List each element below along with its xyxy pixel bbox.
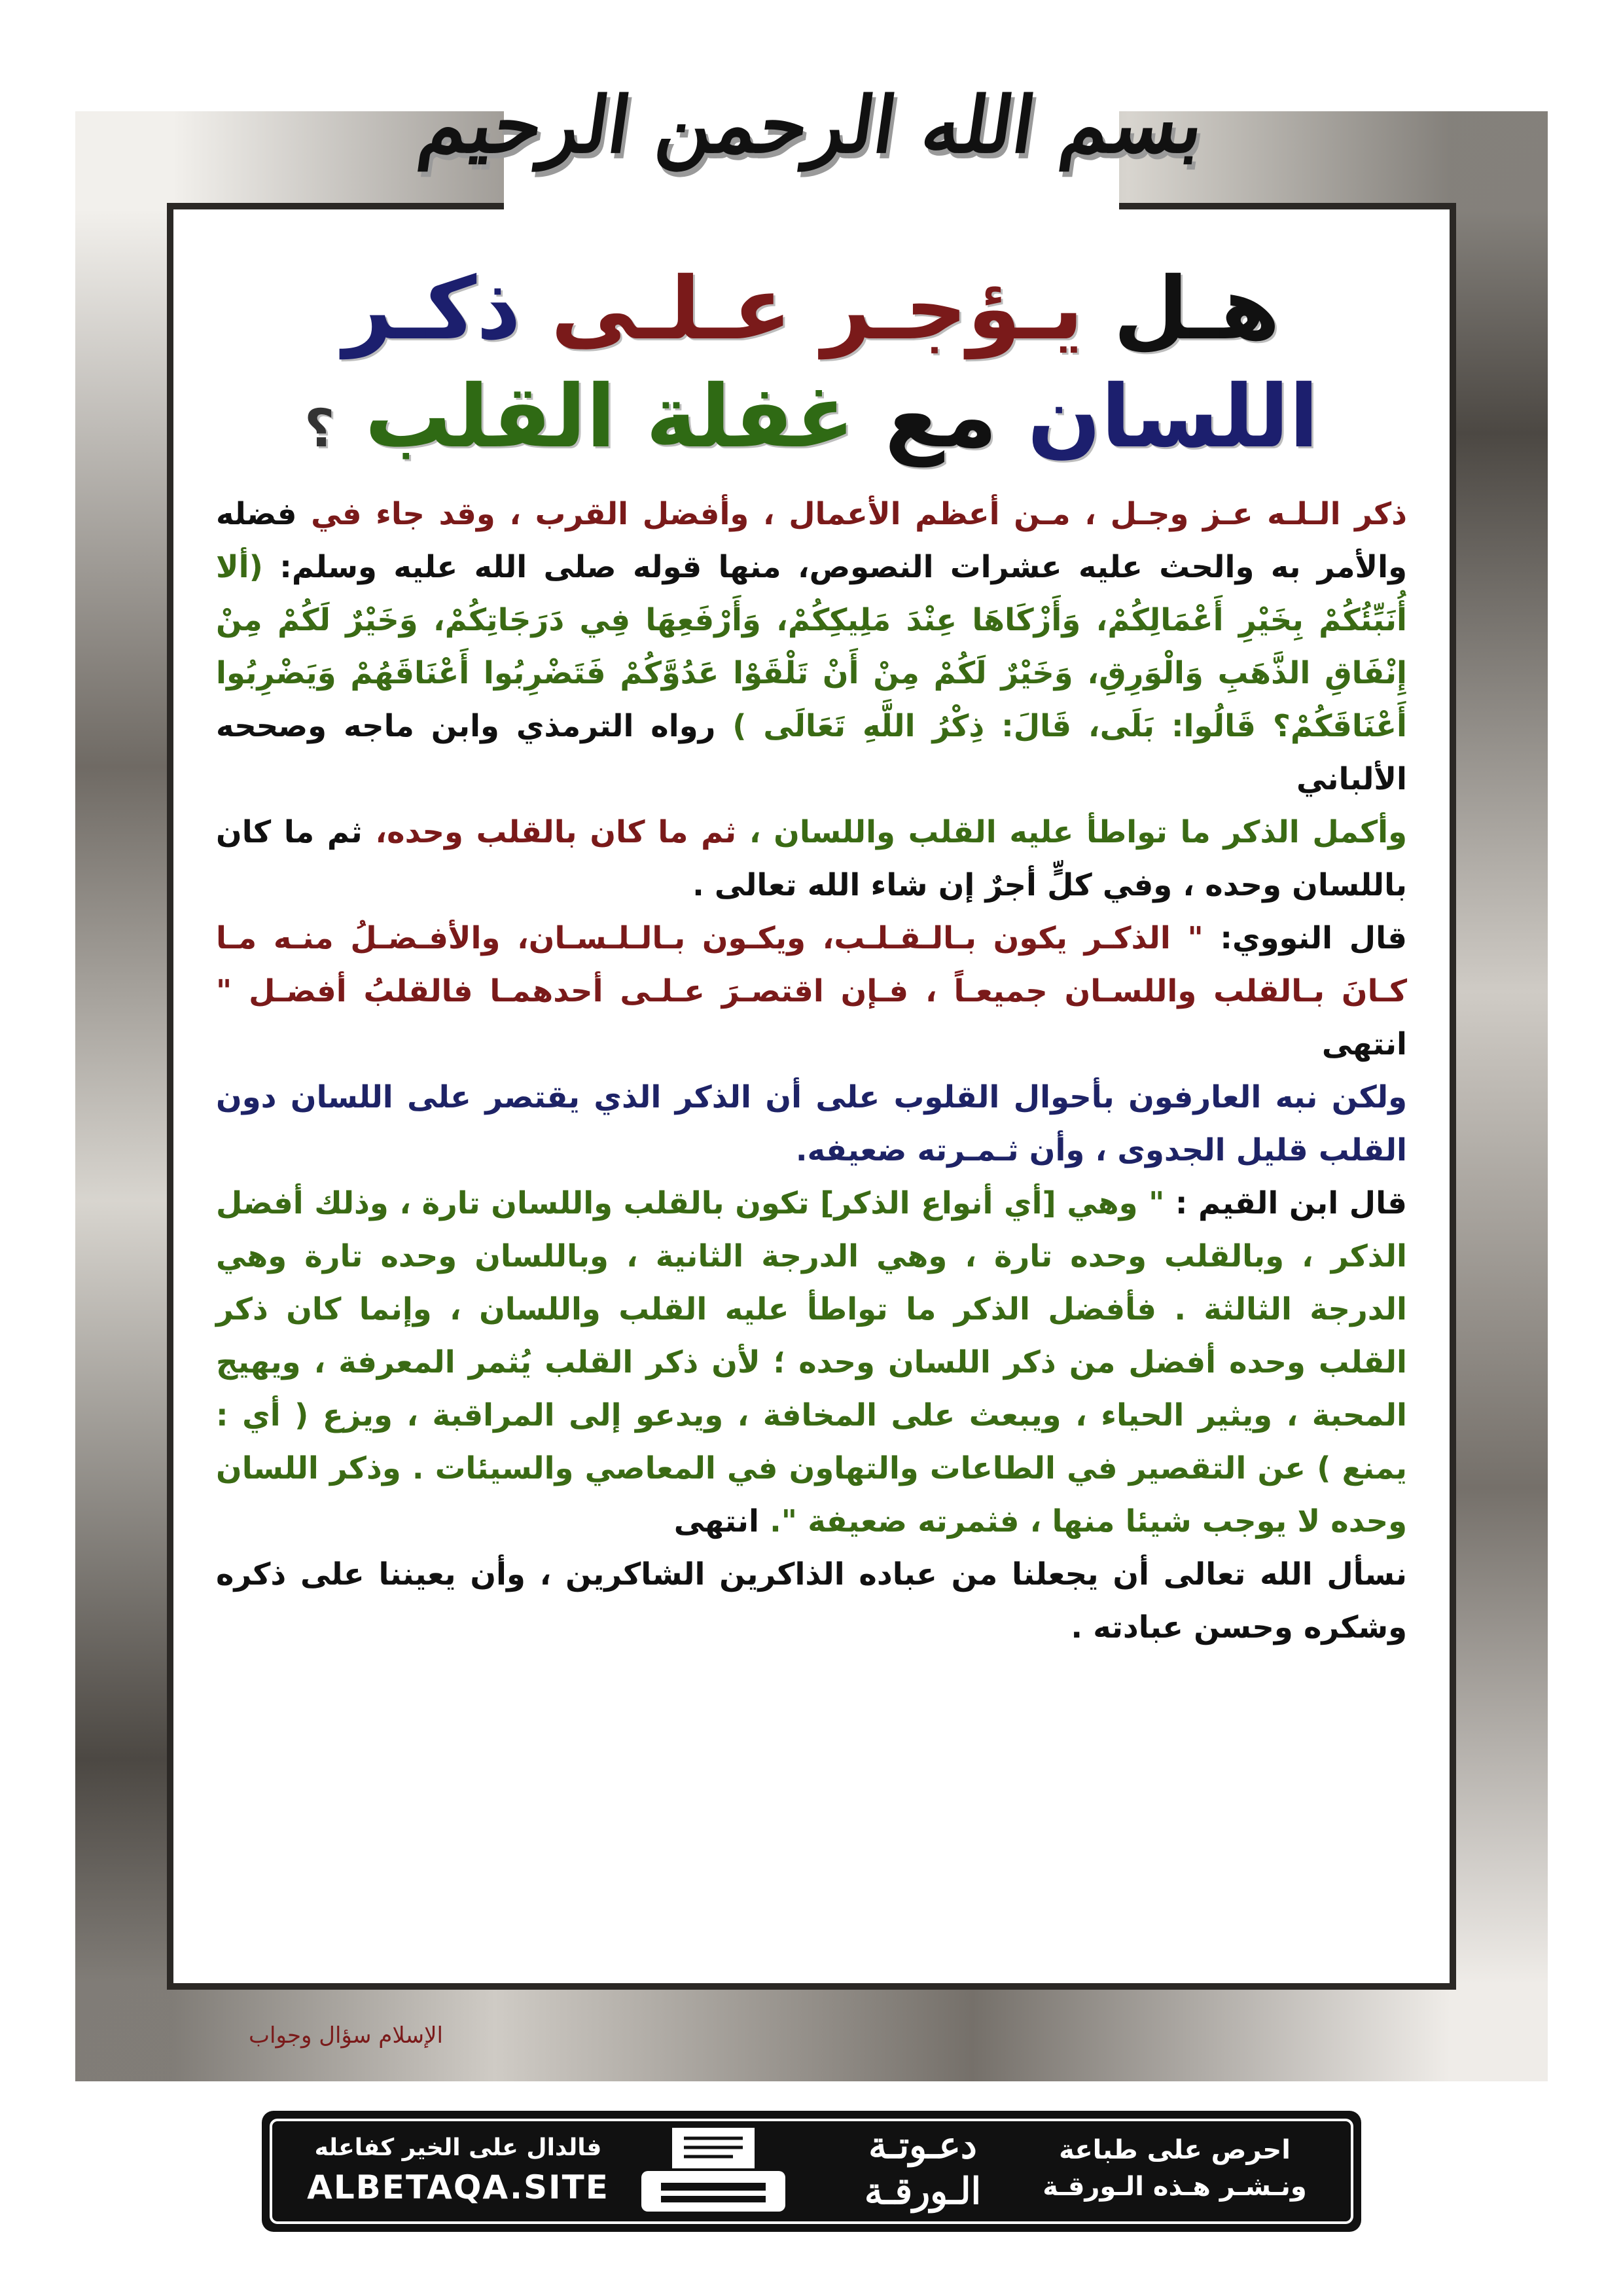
basmala-text: بسم الله الرحمن الرحيم	[413, 79, 1210, 170]
footer-print-note	[1034, 2132, 1315, 2205]
article-body	[216, 488, 1407, 1654]
intro-text-2: فضله والأمر به والحث عليه عشرات النصوص، منها قوله صلى الله عليه	[216, 496, 1407, 584]
paragraph-dua	[216, 1548, 1407, 1654]
ibn-qayyim-quote: " وهي [أي أنواع الذكر] تكون بالقلب واللسان تارة ، وذلك أفضل الذكر ، وبالقلب وحده تارة ، وهي الدرجة الثانية ، وباللسان وحده تارة وهي الدرجة الثالثة . فأفضل الذكر ما تواطأ عليه القلب واللسان ، وإنما كان ذكر القلب وحده أفضل من ذكر اللسان وحده ؛ لأن ذكر القلب يُثمر المعرفة ، ويهيج المحبة ، ويثير الحياء ، ويبعث على المخافة ، ويدعو إلى المراقبة ، ويزع ( أي : يمنع ) عن التقصير في الطاعات والتهاون في المعاصي والسيئات . وذكر اللسان وحده لا يوجب شيئا منها ، فثمرته ضعيفة ".	[216, 1185, 1407, 1539]
nawawi-quote: " الذكـر يكون بـالـقـلـب، ويكـون بـالـلـسـان، والأفـضـلُ منـه مـا كـانَ بـالقلب واللسـان جميعـاً ، فـإن اقتصـرَ عـلـى أحدهمـا فالقلبُ أفضـل "	[216, 920, 1407, 1009]
title-word: يـؤجـر	[821, 259, 1084, 359]
nawawi-end: انتهى	[1321, 1026, 1407, 1062]
footer-note-line-2: ونـشـر هـذه الـورقـة	[1043, 2172, 1307, 2202]
ibn-qayyim-label: قال ابن القيم :	[1175, 1185, 1407, 1221]
title-question-mark: ؟	[304, 398, 335, 459]
title-word: اللسان	[1027, 367, 1319, 467]
best-dhikr-text: وأكمل الذكر ما تواطأ عليه القلب واللسان ،	[749, 814, 1407, 850]
paragraph-intro	[216, 488, 1407, 806]
dua-text: نسأل الله تعالى أن يجعلنا من عباده الذاكرين الشاكرين ، وأن يعيننا على ذكره وشكره وحسن عبادته .	[216, 1556, 1407, 1645]
title-word: ذكـر	[343, 259, 521, 359]
logo-line-1: دعـوتـة	[868, 2124, 977, 2167]
basmala-calligraphy	[413, 26, 1210, 223]
page-title-line-2	[173, 367, 1450, 467]
source-credit: الإسلام سؤال وجواب	[249, 2022, 443, 2049]
best-dhikr-text-2: ثم ما كان بالقلب وحده،	[375, 814, 737, 850]
nawawi-label: قال النووي:	[1220, 920, 1407, 956]
page-title-line-1	[173, 259, 1450, 359]
dawa-logo	[825, 2123, 1021, 2221]
paragraph-ibn-qayyim	[216, 1177, 1407, 1548]
intro-text: ذكر الـلـه عـز وجـل ، مـن أعظم الأعمال ، وأفضل القرب ، وقد جاء في	[311, 496, 1407, 531]
paragraph-nawawi	[216, 912, 1407, 1071]
best-dhikr-text-3: ثم ما كان باللسان وحده ، وفي كلٍّ أجرٌ إن شاء الله تعالى .	[216, 814, 1407, 903]
website-url[interactable]: ALBETAQA.SITE	[307, 2168, 609, 2206]
title-word: مع	[884, 367, 997, 467]
paragraph-arifun	[216, 1071, 1407, 1177]
title-word: عـلـى	[550, 259, 792, 359]
footer-note-line-1: احرص على طباعة	[1059, 2135, 1291, 2165]
footer-saying: فالدال على الخير كفاعله	[314, 2134, 602, 2161]
footer-website	[301, 2130, 615, 2209]
hadith-reference: رواه الترمذي وابن ماجه وصححه الألباني	[216, 708, 1407, 797]
logo-line-2: الـورقـة	[864, 2170, 982, 2213]
title-word: غفلة القلب	[365, 367, 855, 467]
printer-icon	[635, 2125, 792, 2217]
intro-text-3: وسلم:	[279, 549, 377, 584]
title-word: هـل	[1113, 259, 1280, 359]
footer-bar	[262, 2111, 1361, 2232]
arifun-text: ولكن نبه العارفون بأحوال القلوب على أن الذكر الذي يقتصر على اللسان دون القلب قليل الجدوى ، وأن ثـمـرته ضعيفه.	[216, 1079, 1407, 1168]
hadith-text: (ألا أُنَبِّئُكُمْ بِخَيْرِ أَعْمَالِكُمْ، وَأَزْكَاهَا عِنْدَ مَلِيكِكُمْ، وَأَرْفَعِهَا فِي دَرَجَاتِكُمْ، وَخَيْرٌ لَكُمْ مِنْ إِنْفَاقِ الذَّهَبِ وَالْوَرِقِ، وَخَيْرٌ لَكُمْ مِنْ أَنْ تَلْقَوْا عَدُوَّكُمْ فَتَضْرِبُوا أَعْنَاقَهُمْ وَيَضْرِبُوا أَعْنَاقَكُمْ؟ قَالُوا: بَلَى، قَالَ: ذِكْرُ اللَّهِ تَعَالَى )	[216, 549, 1407, 744]
ibn-qayyim-end: انتهى	[673, 1503, 759, 1539]
paragraph-best-dhikr	[216, 806, 1407, 912]
